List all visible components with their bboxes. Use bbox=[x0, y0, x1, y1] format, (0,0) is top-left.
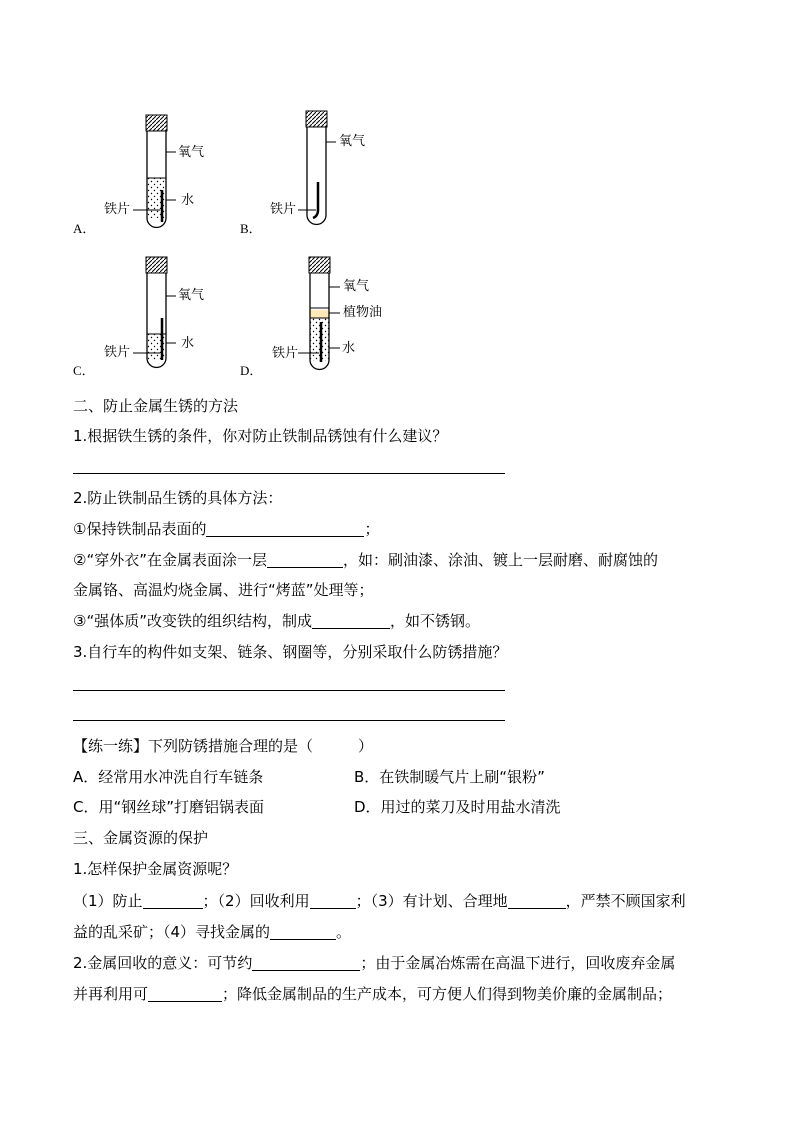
practice-option-a[interactable]: A．经常用水冲洗自行车链条 bbox=[73, 768, 264, 786]
method-3-end: ，如不锈钢。 bbox=[390, 612, 481, 630]
oil-label-d: 植物油 bbox=[343, 305, 383, 320]
iron-label-c: 铁片 bbox=[104, 345, 131, 360]
water-label-c: 水 bbox=[181, 336, 195, 351]
method-1-blank[interactable] bbox=[206, 520, 364, 537]
tube-d bbox=[298, 257, 340, 370]
section-3-heading: 三、金属资源的保护 bbox=[73, 829, 209, 847]
protect-1-text: （1）防止 bbox=[73, 892, 143, 910]
protect-4-text: 益的乱采矿；（4）寻找金属的 bbox=[73, 923, 271, 941]
recycle-blank-2[interactable] bbox=[148, 985, 222, 1002]
stopper-b bbox=[306, 111, 327, 127]
option-c-label: C． bbox=[73, 363, 95, 378]
option-b-label: B． bbox=[240, 221, 262, 236]
recycle-text-3: 并再利用可 bbox=[73, 985, 149, 1003]
section-2-question-3: 3.自行车的构件如支架、链条、钢圈等，分别采取什么防锈措施？ bbox=[73, 643, 508, 661]
stopper-a bbox=[146, 115, 167, 131]
practice-option-c[interactable]: C．用“钢丝球”打磨铝锅表面 bbox=[73, 798, 265, 816]
oil-layer-d bbox=[310, 310, 329, 318]
method-3 bbox=[73, 611, 480, 631]
answer-line-3[interactable] bbox=[73, 720, 505, 721]
stopper-c bbox=[146, 257, 167, 273]
practice-option-b[interactable]: B．在铁制暖气片上刷“银粉” bbox=[354, 768, 545, 786]
practice-stem: 【练一练】下列防锈措施合理的是（ ） bbox=[73, 737, 374, 755]
oxygen-label-a: 氧气 bbox=[178, 145, 205, 160]
water-d bbox=[310, 318, 329, 361]
protect-line-2 bbox=[73, 922, 351, 942]
method-3-text: ③“强体质”改变铁的组织结构，制成 bbox=[73, 612, 312, 630]
oxygen-label-d: 氧气 bbox=[343, 279, 370, 294]
method-2-text-cont: ，如：刷油漆、涂油、镀上一层耐磨、耐腐蚀的 bbox=[343, 551, 659, 569]
tube-c bbox=[133, 257, 176, 368]
iron-label-b: 铁片 bbox=[270, 202, 297, 217]
water-label-a: 水 bbox=[181, 193, 195, 208]
section-2-question-1: 1.根据铁生锈的条件，你对防止铁制品锈蚀有什么建议？ bbox=[73, 427, 448, 445]
protect-3-text-cont: ，严禁不顾国家利 bbox=[565, 892, 686, 910]
iron-strip-b bbox=[313, 182, 318, 218]
method-2-blank[interactable] bbox=[267, 551, 343, 568]
recycle-text-2: ；由于金属冶炼需在高温下进行，回收废弃金属 bbox=[360, 954, 676, 972]
method-1-text: ①保持铁制品表面的 bbox=[73, 520, 207, 538]
practice-option-d[interactable]: D．用过的菜刀及时用盐水清洗 bbox=[354, 798, 561, 816]
tube-b bbox=[298, 111, 336, 225]
protect-3-text: ；（3）有计划、合理地 bbox=[355, 892, 508, 910]
recycle-line-2 bbox=[73, 984, 672, 1004]
section-2-question-2: 2.防止铁制品生锈的具体方法： bbox=[73, 489, 283, 507]
recycle-blank-1[interactable] bbox=[252, 954, 360, 971]
answer-line-2[interactable] bbox=[73, 690, 505, 691]
tube-a bbox=[133, 115, 176, 228]
recycle-text-4: ；降低金属制品的生产成本，可方便人们得到物美价廉的金属制品； bbox=[222, 985, 673, 1003]
method-1-end: ； bbox=[364, 520, 380, 538]
protect-blank-3[interactable] bbox=[508, 892, 566, 909]
option-a-label: A． bbox=[73, 221, 96, 236]
oxygen-label-c: 氧气 bbox=[178, 288, 205, 303]
method-2-text: ②“穿外衣”在金属表面涂一层 bbox=[73, 551, 267, 569]
answer-line-1[interactable] bbox=[73, 473, 505, 474]
section-2-heading: 二、防止金属生锈的方法 bbox=[73, 397, 239, 415]
protect-4-end: 。 bbox=[336, 923, 352, 941]
recycle-line-1 bbox=[73, 953, 675, 973]
recycle-text-1: 2.金属回收的意义：可节约 bbox=[73, 954, 253, 972]
protect-blank-1[interactable] bbox=[143, 892, 203, 909]
method-3-blank[interactable] bbox=[312, 612, 390, 629]
option-d-label: D． bbox=[240, 363, 263, 378]
method-2-line-2: 金属铬、高温灼烧金属、进行“烤蓝”处理等； bbox=[73, 581, 374, 599]
iron-label-a: 铁片 bbox=[104, 202, 131, 217]
method-1 bbox=[73, 519, 379, 539]
stopper-d bbox=[309, 257, 330, 273]
protect-line-1 bbox=[73, 891, 686, 911]
protect-blank-4[interactable] bbox=[270, 923, 336, 940]
oxygen-label-b: 氧气 bbox=[339, 134, 366, 149]
water-label-d: 水 bbox=[342, 341, 356, 356]
method-2 bbox=[73, 550, 658, 570]
iron-label-d: 铁片 bbox=[272, 346, 299, 361]
protect-blank-2[interactable] bbox=[310, 892, 356, 909]
section-3-question-1: 1.怎样保护金属资源呢？ bbox=[73, 860, 238, 878]
protect-2-text: ；（2）回收利用 bbox=[202, 892, 310, 910]
